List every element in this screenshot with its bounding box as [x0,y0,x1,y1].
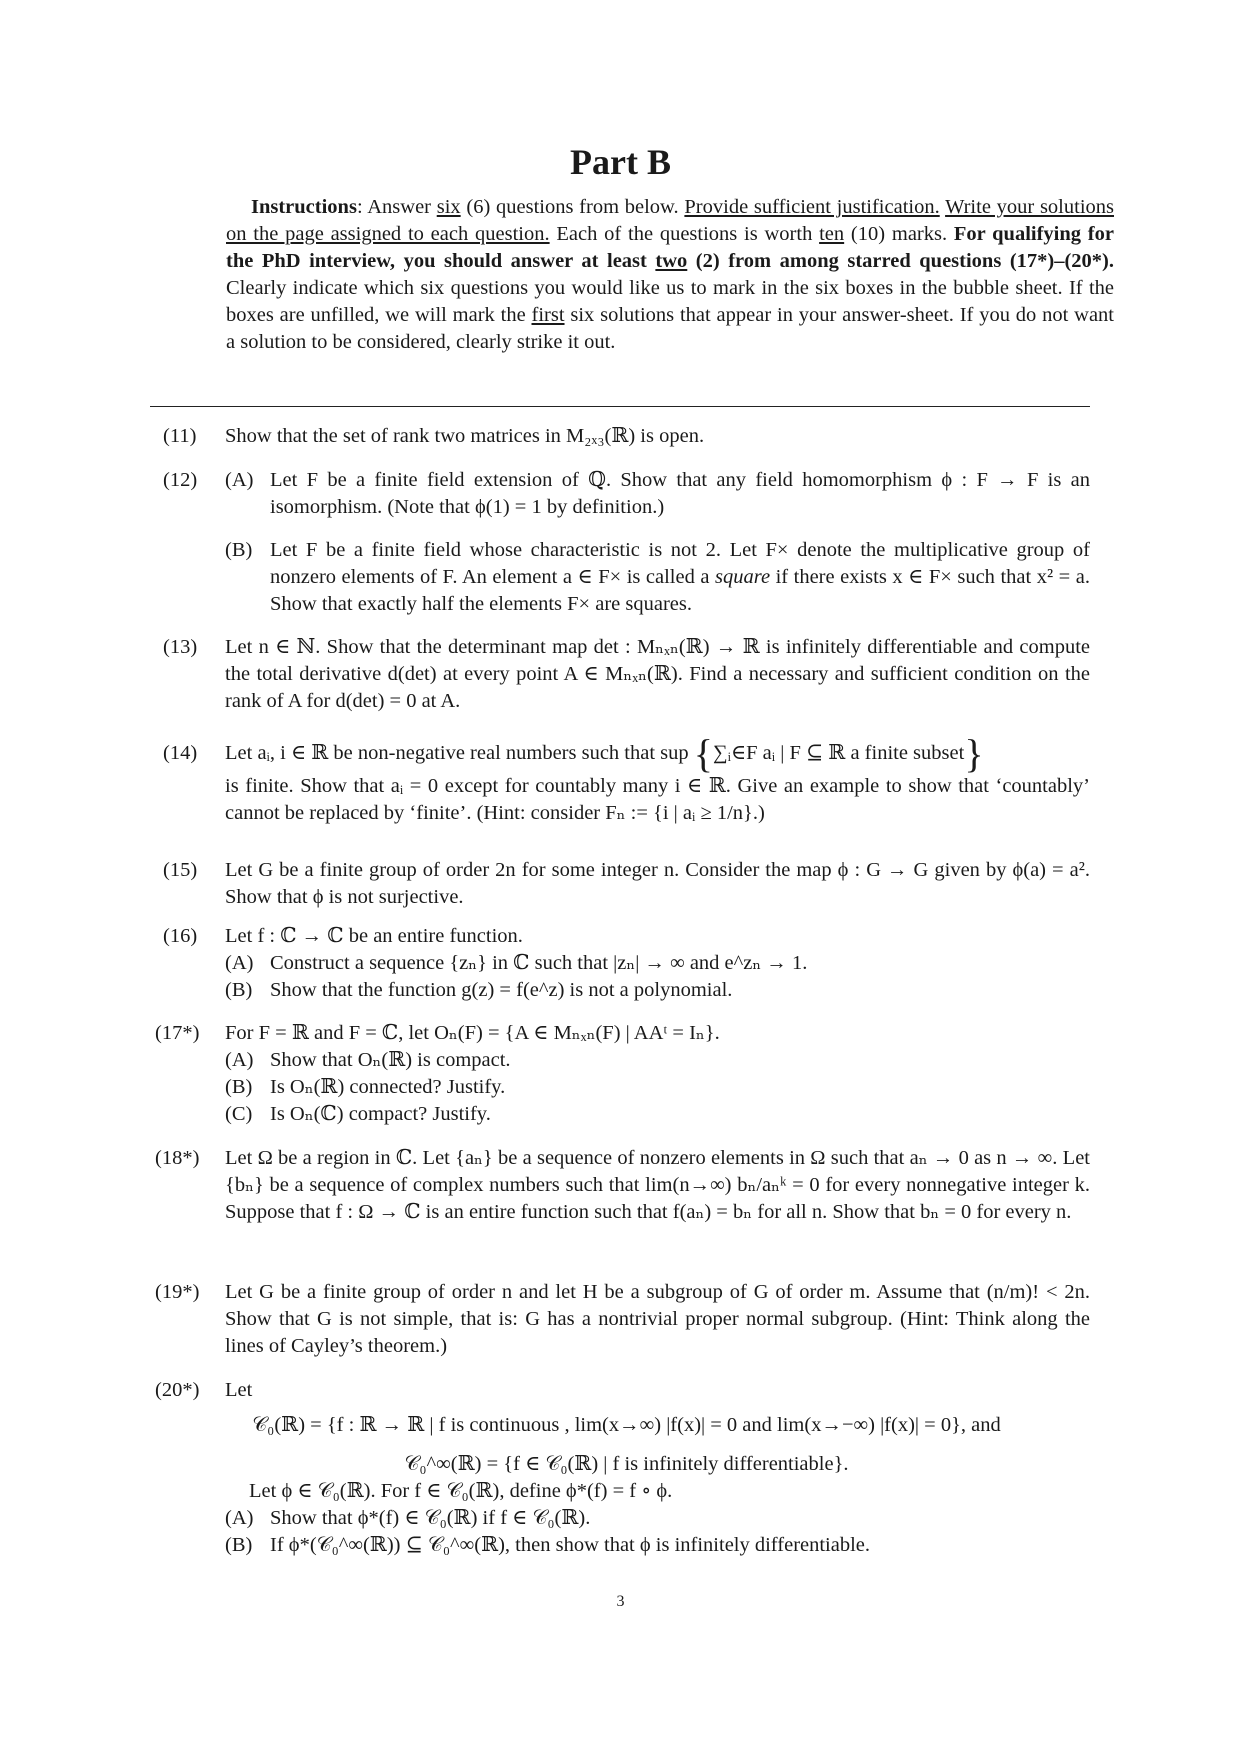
part-text: Show that the function g(z) = f(e^z) is not a polynomial. [270,979,733,1001]
term-square: square [715,566,771,588]
question-number: (11) [163,425,197,447]
question-number: (20*) [155,1379,200,1401]
question-12 [163,467,1090,618]
question-text: Let n ∈ ℕ. Show that the determinant map det : Mₙₓₙ(ℝ) → ℝ is infinitely differentiable and compute the total derivative d(det) at every point A ∈ Mₙₓₙ(ℝ). Find a necessary and sufficient condition on the rank of A for d(det) = 0 at A. [225,636,1090,712]
instructions-qualifying: For qualifying for the PhD interview, you should answer at least [226,223,1114,272]
question-number: (17*) [155,1022,200,1044]
part-text: Is Oₙ(ℂ) compact? Justify. [270,1103,491,1125]
part-label: (B) [225,1534,253,1556]
part-label: (A) [225,952,254,974]
question-11 [163,423,1090,450]
question-number: (16) [163,925,198,947]
question-line [225,731,1090,776]
part-b [225,1532,1090,1559]
instructions-text: Clearly indicate which six questions you would like us to mark in the six boxes in the bubble sheet. If the boxes are unfilled, we will mark the [226,277,1114,326]
part-text: Show that ϕ*(f) ∈ 𝒞₀(ℝ) if f ∈ 𝒞₀(ℝ). [270,1507,591,1529]
instructions-paragraph [226,194,1114,356]
question-number: (13) [163,636,198,658]
instructions-text: : Answer [356,196,437,218]
question-number: (19*) [155,1281,200,1303]
instructions-ten: ten [819,223,845,245]
part-label: (B) [225,1076,253,1098]
part-a [225,950,1090,977]
question-intro: For F = ℝ and F = ℂ, let Oₙ(F) = {A ∈ Mₙₓₙ(F) | AAᵗ = Iₙ}. [225,1022,720,1044]
part-c [225,1101,1090,1128]
question-text: Let G be a finite group of order n and let H be a subgroup of G of order m. Assume that (n/m)! < 2n. Show that G is not simple, that is: G has a nontrivial proper normal subgroup. (Hint: Think along the lines of Cayley’s theorem.) [225,1281,1090,1357]
instructions-text: six solutions that appear in your answer-sheet. If you do not want a solution to be considered, clearly strike it out. [226,304,1114,353]
part-label: (B) [225,979,253,1001]
question-number: (14) [163,742,198,764]
part-text: Show that Oₙ(ℝ) is compact. [270,1049,511,1071]
part-b [225,977,1090,1004]
part-label: (A) [225,469,254,491]
part-label: (C) [225,1103,253,1125]
question-number: (15) [163,859,198,881]
definition-text: Let ϕ ∈ 𝒞₀(ℝ). For f ∈ 𝒞₀(ℝ), define ϕ*(f) = f ∘ ϕ. [249,1480,673,1502]
part-text: Construct a sequence {zₙ} in ℂ such that |zₙ| → ∞ and e^zₙ → 1. [270,952,808,974]
set-content: ∑ᵢ∈F aᵢ | F ⊆ ℝ a finite subset [712,742,965,764]
instructions-block [226,194,1114,356]
question-text: Show that the set of rank two matrices in M₂ₓ₃(ℝ) is open. [225,425,705,447]
equation-c0: 𝒞₀(ℝ) = {f : ℝ → ℝ | f is continuous , lim(x→∞) |f(x)| = 0 and lim(x→−∞) |f(x)| = 0}, and [252,1414,1001,1436]
question-text: Let Ω be a region in ℂ. Let {aₙ} be a sequence of nonzero elements in Ω such that aₙ → 0 as n → ∞. Let {bₙ} be a sequence of complex numbers such that lim(n→∞) bₙ/aₙᵏ = 0 for every nonnegative integer k. Suppose that f : Ω → ℂ is an entire function such that f(aₙ) = bₙ for all n. Show that bₙ = 0 for every n. [225,1147,1090,1223]
part-text: Let F be a finite field extension of ℚ. Show that any field homomorphism ϕ : F → F is an isomorphism. (Note that ϕ(1) = 1 by definition.) [270,469,1090,518]
question-20 [155,1377,1090,1559]
question-14 [163,731,1090,827]
page-number: 3 [616,1593,625,1610]
question-19 [155,1279,1090,1360]
part-a [225,467,1090,521]
question-number: (18*) [155,1147,200,1169]
part-b [225,537,1090,618]
instructions-two: two [655,250,688,272]
question-15 [163,857,1090,911]
question-body [225,467,1090,618]
instructions-text: Each of the questions is worth [549,223,820,245]
question-16 [163,923,1090,1004]
question-body [225,1377,1090,1559]
instructions-six: six [436,196,461,218]
question-body [225,731,1090,827]
instructions-write: Write your solutions on the page assigned to each question. [226,196,1114,245]
part-b [225,1074,1090,1101]
instructions-justification: Provide sufficient justification. [684,196,940,218]
instructions-text: (10) marks. [844,223,954,245]
part-a [225,1505,1090,1532]
question-body [225,923,1090,1004]
question-text: Let G be a finite group of order 2n for some integer n. Consider the map ϕ : G → G given by ϕ(a) = a². Show that ϕ is not surjective. [225,859,1090,908]
question-text-segment: Let aᵢ, i ∈ ℝ be non-negative real numbers such that sup [225,742,689,764]
equation-c0-infinity: 𝒞₀^∞(ℝ) = {f ∈ 𝒞₀(ℝ) | f is infinitely differentiable}. [404,1453,849,1475]
question-number: (12) [163,469,198,491]
question-intro: Let f : ℂ → ℂ be an entire function. [225,925,523,947]
part-label: (A) [225,1507,254,1529]
right-brace-glyph: } [964,731,984,776]
question-18 [155,1145,1090,1226]
left-brace-glyph: { [693,731,713,776]
instructions-text: (6) questions from below. [460,196,685,218]
part-text [270,537,1090,618]
part-a [225,1047,1090,1074]
part-text-segment: Let F be a finite field whose characteristic is not 2. Let F× denote the multiplicative group of nonzero elements of F. An element a ∈ F× is called a [270,539,1090,588]
question-body [225,1020,1090,1128]
question-17 [155,1020,1090,1128]
instructions-label: Instructions [251,196,357,218]
question-intro: Let [225,1379,253,1401]
question-13 [163,634,1090,715]
part-text: Is Oₙ(ℝ) connected? Justify. [270,1076,506,1098]
part-text-segment: if there exists x ∈ F× such that x² = a. Show that exactly half the elements F× are squares. [270,566,1090,615]
question-text: is finite. Show that aᵢ = 0 except for countably many i ∈ ℝ. Give an example to show that ‘countably’ cannot be replaced by ‘finite’. (Hint: consider Fₙ := {i | aᵢ ≥ 1/n}.) [225,775,1090,824]
page-title: Part B [570,142,671,182]
part-label: (A) [225,1049,254,1071]
part-label: (B) [225,539,253,561]
instructions-starred: (2) from among starred questions (17*)–(20*). [687,250,1115,272]
divider [150,406,1090,407]
instructions-first: first [531,304,565,326]
part-text: If ϕ*(𝒞₀^∞(ℝ)) ⊆ 𝒞₀^∞(ℝ), then show that ϕ is infinitely differentiable. [270,1534,871,1556]
